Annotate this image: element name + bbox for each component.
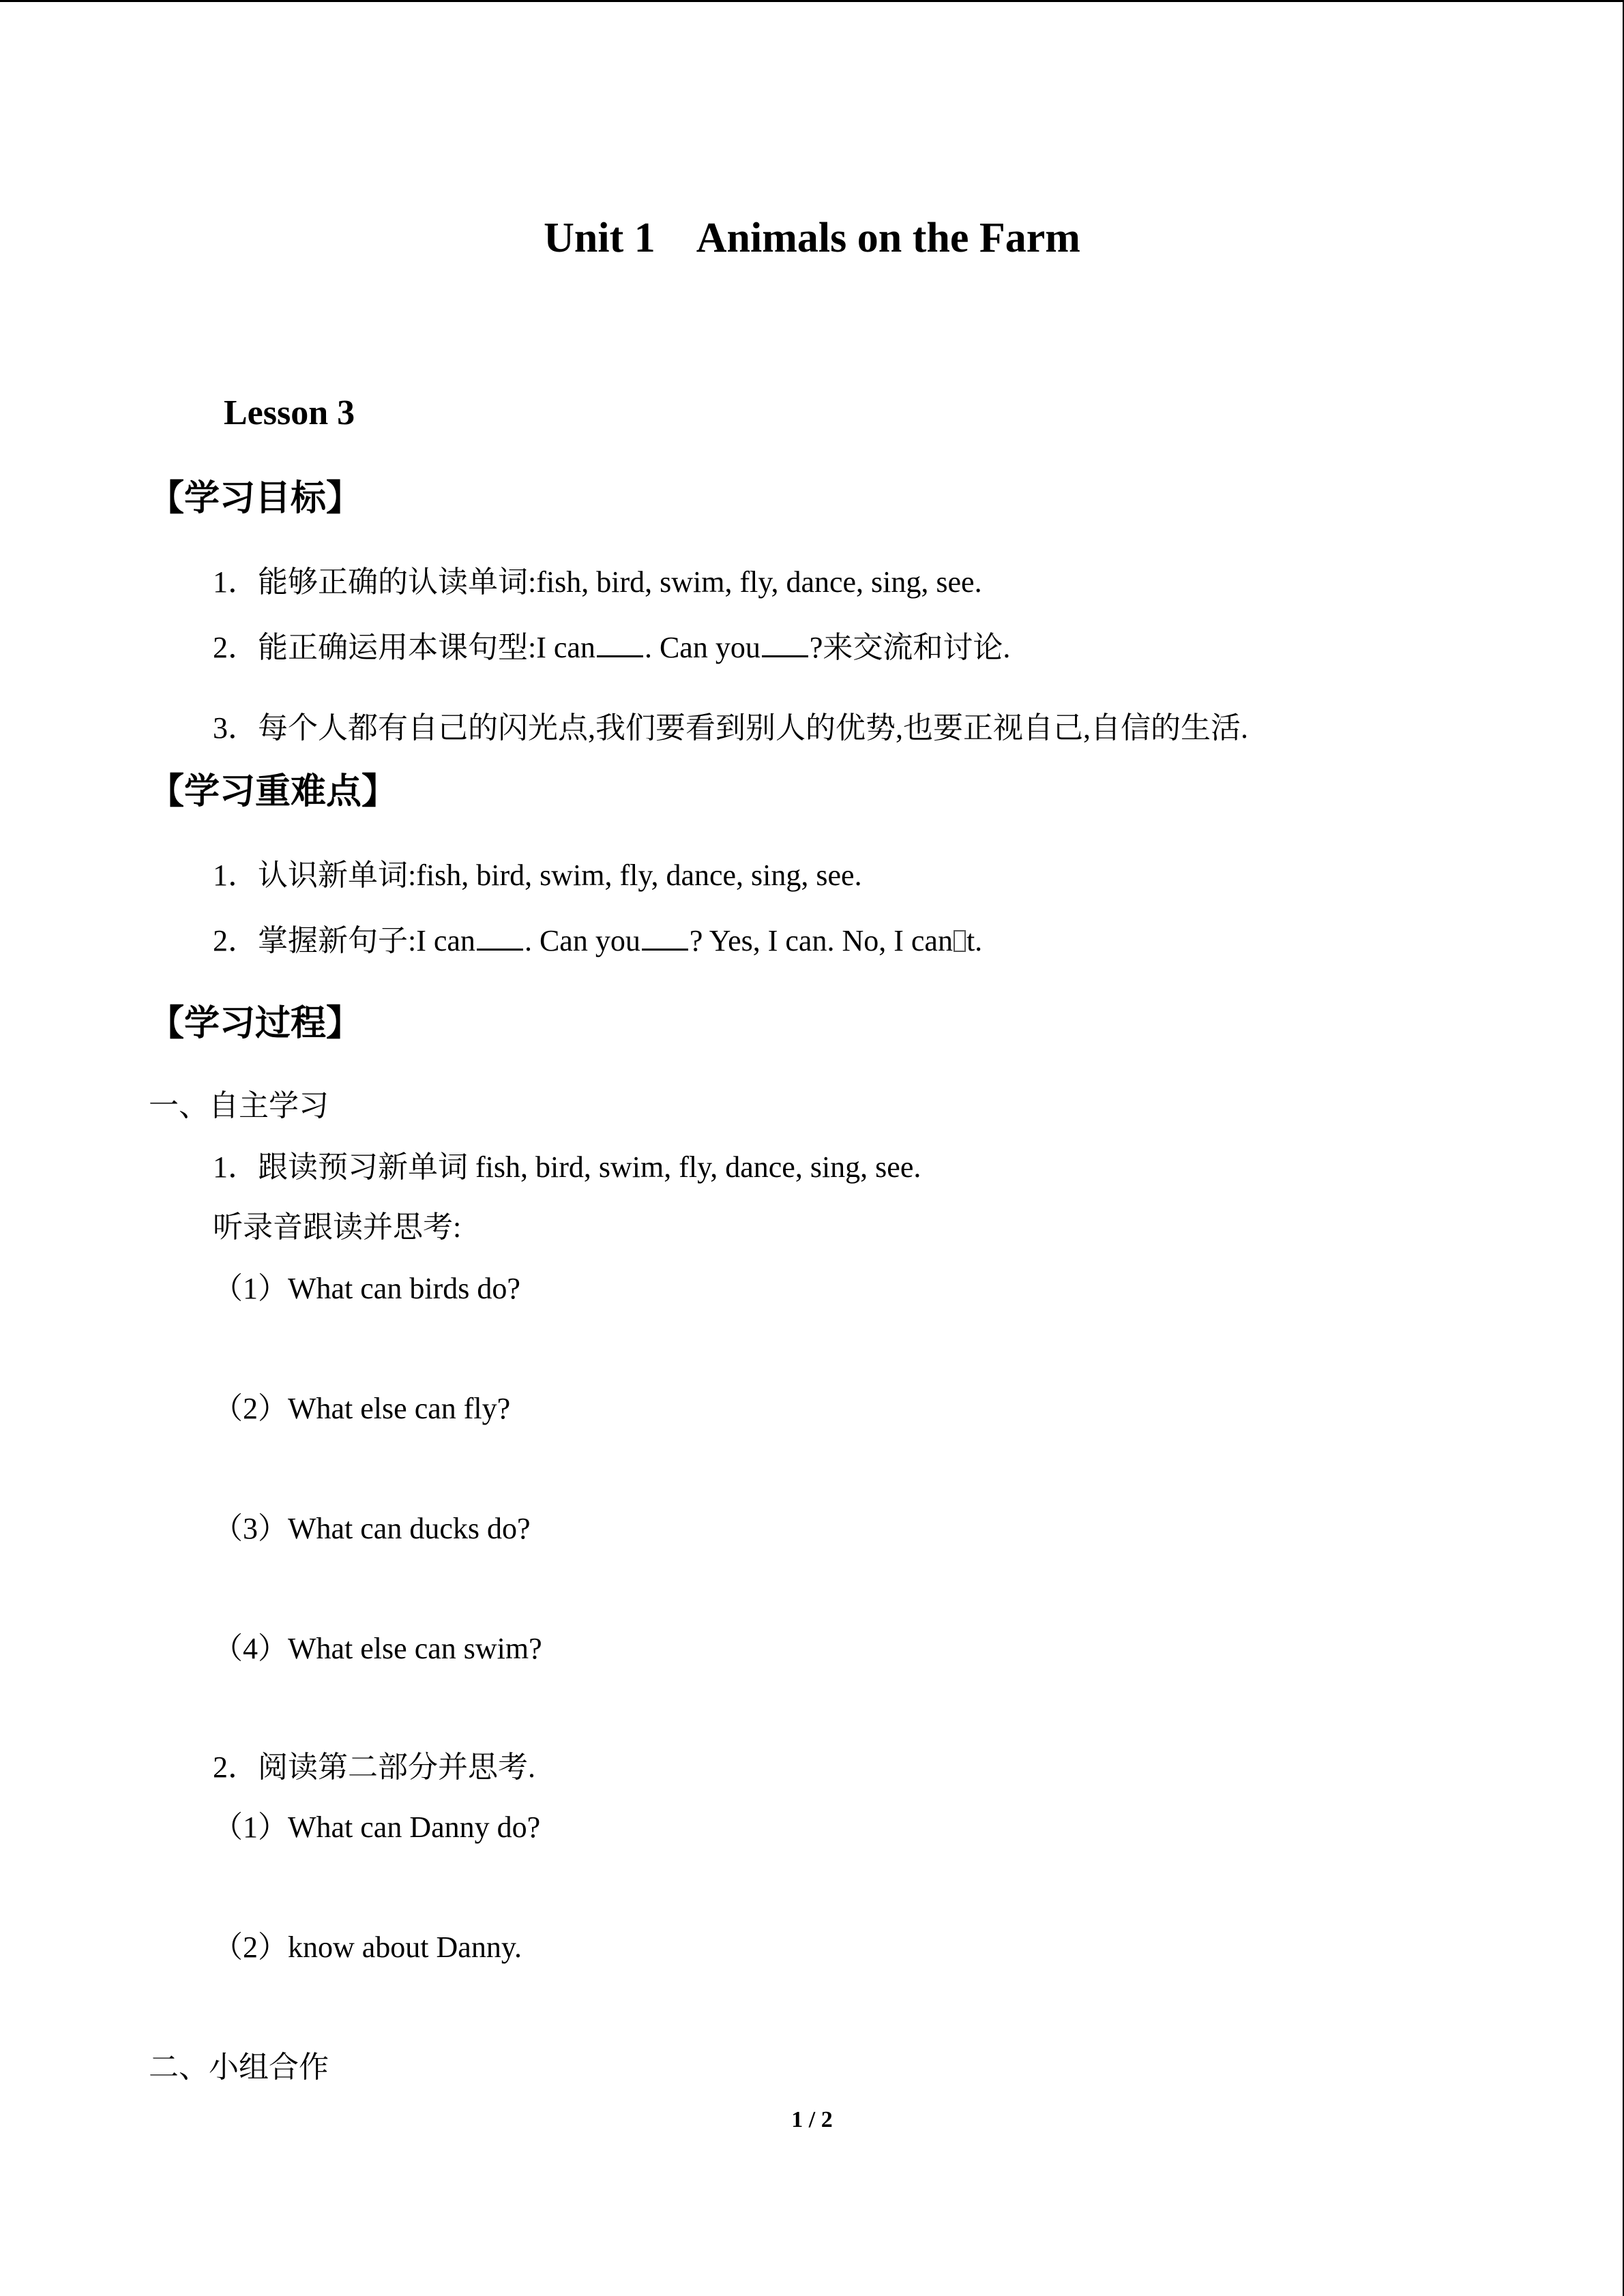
page-title — [0, 217, 1624, 259]
unit-name: Animals on the Farm — [696, 215, 1080, 261]
objectives-heading: 【学习目标】 — [149, 479, 362, 518]
key-point-2-part-d: t. — [966, 924, 983, 957]
key-point-2-part-a: 2．掌握新句子:I can — [213, 924, 475, 957]
objective-2-part-c: ?来交流和讨论. — [809, 631, 1011, 664]
step1-instruction: 听录音跟读并思考: — [213, 1210, 462, 1244]
fill-blank — [762, 655, 808, 657]
process-heading: 【学习过程】 — [149, 1004, 362, 1043]
step1-question-4: （4）What else can swim? — [213, 1632, 542, 1665]
step1-question-1: （1）What can birds do? — [213, 1272, 520, 1305]
step1-question-3: （3）What can ducks do? — [213, 1512, 531, 1545]
key-point-2-part-c: ? Yes, I can. No, I can — [689, 924, 953, 957]
page-indicator: 1 / 2 — [791, 2107, 833, 2132]
step2-question-2: （2）know about Danny. — [213, 1930, 522, 1964]
step2-question-1: （1）What can Danny do? — [213, 1810, 541, 1844]
fill-blank — [477, 949, 523, 951]
fill-blank — [597, 655, 643, 657]
objective-2-part-b: . Can you — [644, 631, 761, 664]
step2-text: 2．阅读第二部分并思考. — [213, 1750, 535, 1784]
key-point-2-part-b: . Can you — [524, 924, 640, 957]
page-border-top — [0, 0, 1624, 2]
key-point-item-1: 1．认识新单词:fish, bird, swim, fly, dance, sing, see. — [213, 859, 862, 892]
objective-item-1: 1．能够正确的认读单词:fish, bird, swim, fly, dance, sing, see. — [213, 565, 982, 599]
part2-heading: 二、小组合作 — [149, 2051, 329, 2084]
unit-label: Unit 1 — [544, 215, 655, 261]
objective-2-part-a: 2．能正确运用本课句型:I can — [213, 631, 595, 664]
key-point-item-2 — [213, 926, 982, 956]
part1-heading: 一、自主学习 — [149, 1089, 329, 1122]
objective-item-3: 3．每个人都有自己的闪光点,我们要看到别人的优势,也要正视自己,自信的生活. — [213, 711, 1248, 745]
lesson-heading: Lesson 3 — [224, 393, 355, 432]
missing-glyph-icon — [954, 930, 966, 952]
step1-text: 1．跟读预习新单词 fish, bird, swim, fly, dance, sing, see. — [213, 1150, 921, 1184]
key-points-heading: 【学习重难点】 — [149, 773, 398, 811]
step1-question-2: （2）What else can fly? — [213, 1392, 511, 1425]
fill-blank — [642, 949, 688, 951]
objective-item-2 — [213, 633, 1010, 663]
